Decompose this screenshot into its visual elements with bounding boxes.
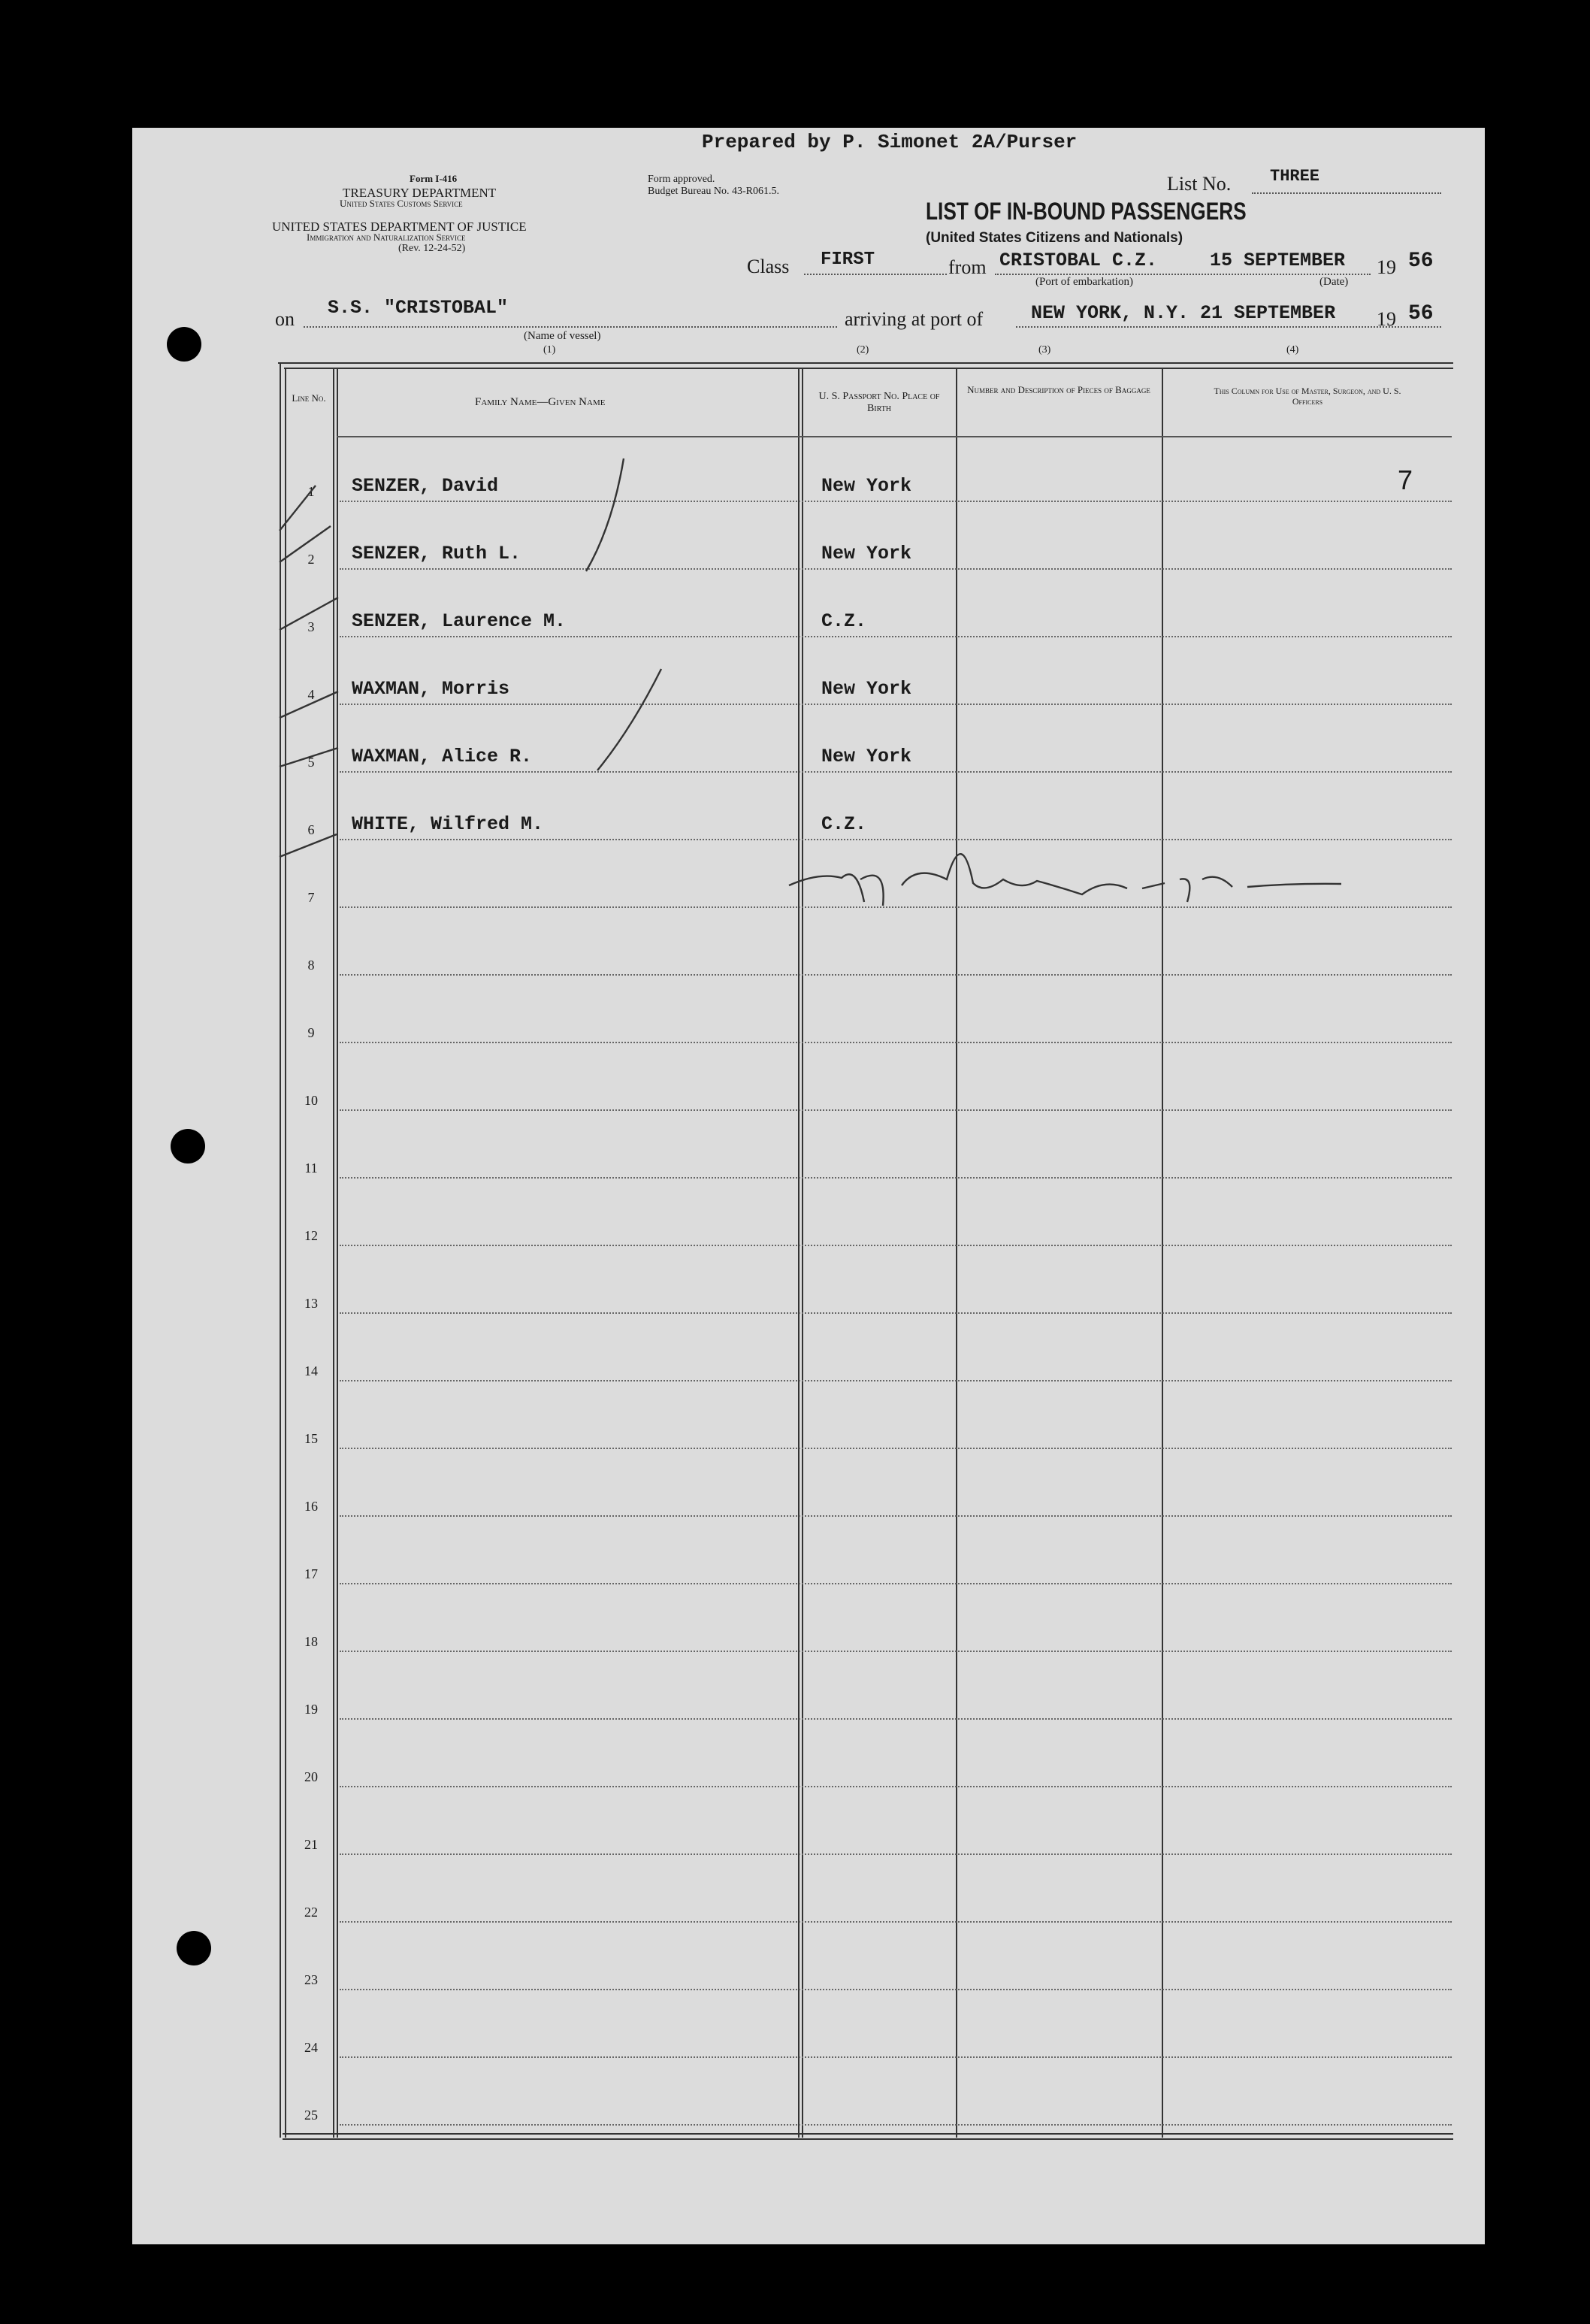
- header-baggage: Number and Description of Pieces of Baggage: [967, 384, 1150, 395]
- row-number: 5: [307, 755, 315, 770]
- place-of-birth: New York: [821, 678, 912, 700]
- row-number: 15: [304, 1431, 318, 1446]
- header-officers: This Column for Use of Master, Surgeon, and U. S. Officers: [1214, 386, 1401, 407]
- arriving-label: arriving at port of: [845, 308, 984, 330]
- form-title: LIST OF IN-BOUND PASSENGERS: [926, 198, 1247, 225]
- header-line-no: Line No.: [292, 392, 326, 404]
- place-of-birth: C.Z.: [821, 813, 867, 835]
- from-date: 15 SEPTEMBER: [1210, 250, 1346, 271]
- officer-note: 7: [1398, 464, 1413, 495]
- passenger-name: WHITE, Wilfred M.: [352, 813, 544, 835]
- place-of-birth: C.Z.: [821, 610, 867, 632]
- check-mark-5: [280, 748, 338, 767]
- prepared-by: Prepared by P. Simonet 2A/Purser: [702, 131, 1078, 153]
- from-year: 56: [1408, 250, 1434, 273]
- check-mark-4: [280, 691, 338, 718]
- passenger-name: WAXMAN, Alice R.: [352, 746, 533, 767]
- row-number: 19: [304, 1702, 318, 1717]
- justice-dept: UNITED STATES DEPARTMENT OF JUSTICE: [272, 219, 527, 234]
- check-mark-1: [280, 486, 316, 531]
- header-name: Family Name—Given Name: [475, 396, 606, 408]
- budget-bureau: Budget Bureau No. 43-R061.5.: [648, 186, 779, 197]
- row-number: 21: [304, 1837, 318, 1852]
- passenger-name: SENZER, David: [352, 475, 499, 497]
- port-embark-caption: (Port of embarkation): [1035, 276, 1133, 288]
- row-number: 13: [304, 1296, 318, 1311]
- row-number: 18: [304, 1634, 318, 1649]
- list-no-label: List No.: [1167, 173, 1232, 195]
- row-number: 8: [307, 958, 315, 973]
- row-number: 4: [307, 687, 315, 702]
- row-number: 20: [304, 1769, 318, 1784]
- place-of-birth: New York: [821, 746, 912, 767]
- treasury-dept: TREASURY DEPARTMENT: [343, 186, 497, 200]
- row-number: 17: [304, 1566, 318, 1581]
- officer-signature: [789, 854, 1341, 906]
- customs-service: United States Customs Service: [340, 198, 463, 209]
- on-label: on: [275, 308, 295, 330]
- tick-mark-2: [597, 669, 661, 770]
- from-year-prefix: 19: [1377, 256, 1396, 278]
- row-number: 23: [304, 1972, 318, 1987]
- row-number: 6: [307, 822, 315, 837]
- row-number: 22: [304, 1905, 318, 1920]
- row-number: 11: [304, 1160, 318, 1176]
- row-number: 3: [307, 619, 315, 634]
- row-number: 24: [304, 2040, 318, 2055]
- row-number: 9: [307, 1025, 315, 1040]
- row-number: 1: [307, 484, 315, 499]
- passenger-name: WAXMAN, Morris: [352, 678, 510, 700]
- arrival-year: 56: [1408, 302, 1434, 325]
- revision: (Rev. 12-24-52): [398, 243, 466, 254]
- place-of-birth: New York: [821, 475, 912, 497]
- row-number: 16: [304, 1499, 318, 1514]
- class-label: Class: [747, 256, 790, 277]
- arrival-year-prefix: 19: [1377, 308, 1396, 330]
- passenger-name: SENZER, Ruth L.: [352, 543, 521, 564]
- from-port: CRISTOBAL C.Z.: [999, 250, 1158, 271]
- form-approved: Form approved.: [648, 174, 715, 185]
- col-num-2: (2): [857, 344, 869, 356]
- row-number: 12: [304, 1228, 318, 1243]
- row-number: 2: [307, 552, 315, 567]
- date-caption: (Date): [1319, 276, 1349, 288]
- vessel-caption: (Name of vessel): [524, 330, 601, 342]
- header-passport: U. S. Passport No. Place of Birth: [818, 391, 940, 415]
- vessel-col-num: (1): [543, 344, 556, 356]
- check-mark-6: [280, 834, 337, 857]
- row-number: 25: [304, 2108, 318, 2123]
- vessel-name: S.S. "CRISTOBAL": [328, 297, 509, 319]
- place-of-birth: New York: [821, 543, 912, 564]
- row-number: 7: [307, 890, 315, 905]
- class-value: FIRST: [821, 250, 875, 270]
- check-mark-3: [280, 598, 338, 630]
- list-no-value: THREE: [1270, 167, 1320, 186]
- col-num-3: (3): [1038, 344, 1051, 356]
- row-number: 14: [304, 1363, 318, 1378]
- form-subtitle: (United States Citizens and Nationals): [926, 230, 1183, 246]
- ins-service: Immigration and Naturalization Service: [307, 231, 466, 243]
- tick-mark-1: [586, 458, 624, 571]
- passenger-name: SENZER, Laurence M.: [352, 610, 567, 632]
- from-label: from: [948, 256, 987, 278]
- arrival-port-date: NEW YORK, N.Y. 21 SEPTEMBER: [1031, 302, 1336, 324]
- row-number: 10: [304, 1093, 318, 1108]
- col-num-4: (4): [1286, 344, 1299, 356]
- check-mark-2: [280, 526, 331, 562]
- form-number: Form I-416: [410, 173, 458, 184]
